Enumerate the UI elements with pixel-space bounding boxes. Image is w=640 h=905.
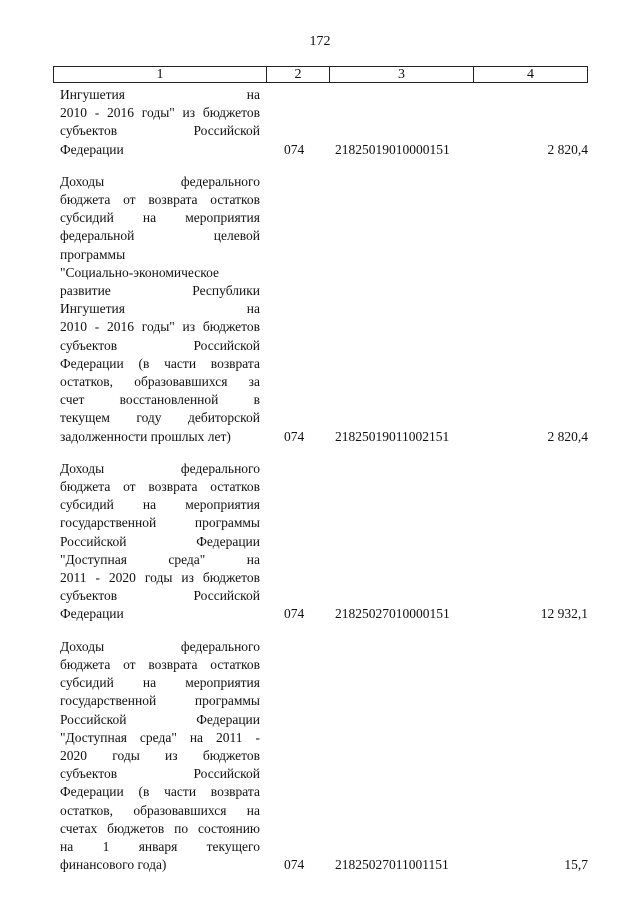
description-line: текущем году дебиторской (60, 410, 260, 426)
row-description (60, 86, 260, 159)
description-line: остатков, образовавшихся за (60, 374, 260, 390)
description-line: государственной программы (60, 515, 260, 531)
description-line: "Доступная среда" на 2011 - (60, 729, 260, 745)
description-line: "Социально-экономическое (60, 264, 219, 280)
description-line: Федерации (60, 606, 124, 622)
description-line: государственной программы (60, 693, 260, 709)
table-header (53, 66, 588, 83)
description-line: Доходы федерального (60, 173, 260, 189)
description-line: 2010 - 2016 годы" из бюджетов (60, 319, 260, 335)
description-line: Российской Федерации (60, 711, 260, 727)
row-description (60, 638, 260, 875)
description-line: Доходы федерального (60, 460, 260, 476)
row-budget-code: 21825019011002151 (335, 428, 450, 444)
description-line: бюджета от возврата остатков (60, 479, 260, 495)
header-col-1: 1 (54, 67, 267, 82)
description-line: федеральной целевой (60, 228, 260, 244)
description-line: Федерации (в части возврата (60, 784, 260, 800)
description-line: "Доступная среда" на (60, 551, 260, 567)
row-amount: 15,7 (564, 857, 588, 873)
description-line: развитие Республики (60, 283, 260, 299)
description-line: 2010 - 2016 годы" из бюджетов (60, 105, 260, 121)
row-amount: 2 820,4 (547, 141, 588, 157)
description-line: Ингушетия на (60, 87, 260, 102)
row-budget-code: 21825019010000151 (335, 141, 450, 157)
description-line: бюджета от возврата остатков (60, 656, 260, 672)
row-code: 074 (284, 428, 305, 444)
row-code: 074 (284, 606, 305, 622)
description-line: субсидий на мероприятия (60, 497, 260, 513)
description-line: 2020 годы из бюджетов (60, 747, 260, 763)
row-description (60, 460, 260, 624)
description-line: финансового года) (60, 857, 167, 873)
table-row (60, 173, 588, 446)
description-line: счет восстановленной в (60, 392, 260, 408)
description-line: субсидий на мероприятия (60, 210, 260, 226)
table-row (60, 86, 588, 159)
description-line: субъектов Российской (60, 588, 260, 604)
description-line: бюджета от возврата остатков (60, 192, 260, 208)
description-line: 2011 - 2020 годы из бюджетов (60, 570, 260, 586)
header-col-2: 2 (267, 67, 330, 82)
row-budget-code: 21825027010000151 (335, 606, 450, 622)
description-line: Российской Федерации (60, 533, 260, 549)
description-line: Доходы федерального (60, 638, 260, 654)
row-description (60, 173, 260, 446)
description-line: остатков, образовавшихся на (60, 802, 260, 818)
row-budget-code: 21825027011001151 (335, 857, 449, 873)
description-line: субъектов Российской (60, 766, 260, 782)
description-line: на 1 января текущего (60, 838, 260, 854)
table-row (60, 638, 588, 875)
header-col-3: 3 (330, 67, 474, 82)
description-line: субъектов Российской (60, 123, 260, 139)
header-col-4: 4 (527, 66, 534, 82)
description-line: программы (60, 246, 126, 262)
row-amount: 2 820,4 (547, 428, 588, 444)
row-amount: 12 932,1 (540, 606, 588, 622)
description-line: Федерации (в части возврата (60, 355, 260, 371)
description-line: задолженности прошлых лет) (60, 428, 231, 444)
row-code: 074 (284, 141, 305, 157)
row-code: 074 (284, 857, 305, 873)
description-line: субсидий на мероприятия (60, 675, 260, 691)
page-number: 172 (309, 34, 331, 49)
description-line: счетах бюджетов по состоянию (60, 820, 260, 836)
description-line: Ингушетия на (60, 301, 260, 317)
description-line: субъектов Российской (60, 337, 260, 353)
table-body (60, 86, 588, 888)
table-row (60, 460, 588, 624)
description-line: Федерации (60, 141, 124, 157)
